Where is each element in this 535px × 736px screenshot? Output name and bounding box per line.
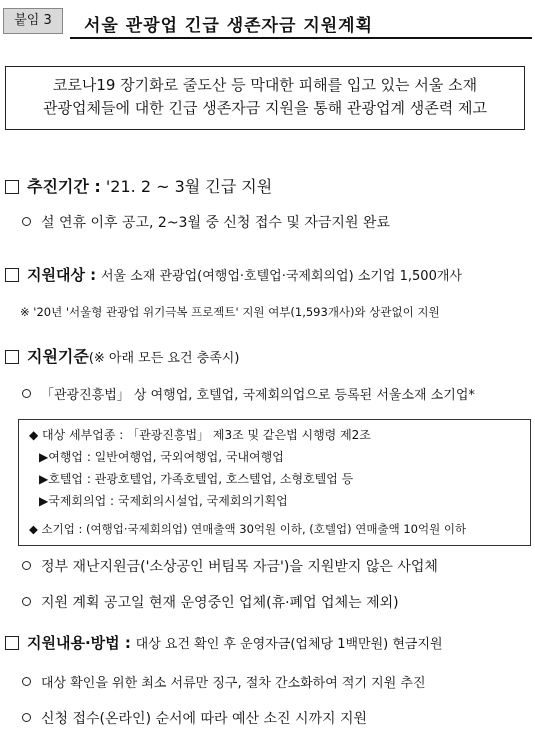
content-text: 대상 요건 확인 후 운영자금(업체당 1백만원) 현금지원 bbox=[135, 637, 443, 652]
content-item-2-text: 신청 접수(온라인) 순서에 따라 예산 소진 시까지 지원 bbox=[41, 711, 368, 727]
circle-bullet-icon bbox=[22, 561, 31, 570]
criteria-item-1 bbox=[22, 384, 475, 403]
circle-bullet-icon bbox=[22, 389, 31, 398]
criteria-item-2-text: 정부 재난지원금('소상공인 버팀목 자금')을 지원받지 않은 사업체 bbox=[41, 559, 438, 575]
attachment-tag: 붙임 3 bbox=[3, 8, 63, 34]
circle-bullet-icon bbox=[22, 217, 31, 226]
content-item-2 bbox=[22, 708, 367, 728]
section-criteria bbox=[5, 344, 239, 367]
title-underline bbox=[70, 37, 532, 39]
detail-box bbox=[18, 419, 531, 546]
summary-line-1: 코로나19 장기화로 줄도산 등 막대한 피해를 입고 있는 서울 소재 bbox=[52, 76, 478, 94]
period-text: '21. 2 ~ 3월 긴급 지원 bbox=[105, 177, 273, 196]
period-item-1 bbox=[22, 212, 390, 232]
criteria-paren: (※ 아래 모든 요건 충족시) bbox=[88, 351, 240, 366]
section-period bbox=[5, 174, 272, 197]
circle-bullet-icon bbox=[22, 597, 31, 606]
checkbox-square-icon bbox=[5, 636, 19, 650]
circle-bullet-icon bbox=[22, 713, 31, 722]
content-item-1 bbox=[22, 672, 426, 691]
checkbox-square-icon bbox=[5, 268, 19, 282]
summary-box bbox=[5, 66, 525, 130]
criteria-item-2 bbox=[22, 556, 438, 576]
summary-line-2: 관광업체들에 대한 긴급 생존자금 지원을 통해 관광업계 생존력 제고 bbox=[43, 99, 487, 117]
period-label: 추진기간 : bbox=[27, 177, 101, 196]
detail-line-4: ▶국제회의업 : 국제회의시설업, 국제회의기획업 bbox=[39, 494, 288, 508]
criteria-item-3-text: 지원 계획 공고일 현재 운영중인 업체(휴·폐업 업체는 제외) bbox=[41, 595, 399, 611]
content-label: 지원내용·방법 : bbox=[27, 634, 131, 652]
detail-line-5: ◆ 소기업 : (여행업·국제회의업) 연매출액 30억원 이하, (호텔업) 연매출액 10억원 이하 bbox=[29, 522, 467, 536]
criteria-item-3 bbox=[22, 592, 399, 612]
section-content bbox=[5, 632, 443, 653]
page-title: 서울 관광업 긴급 생존자금 지원계획 bbox=[84, 16, 374, 36]
criteria-item-1-text: 「관광진흥법」 상 여행업, 호텔업, 국제회의업으로 등록된 서울소재 소기업* bbox=[41, 388, 475, 403]
detail-line-1: ◆ 대상 세부업종 : 「관광진흥법」 제3조 및 같은법 시행령 제2조 bbox=[29, 428, 371, 442]
detail-line-2: ▶여행업 : 일반여행업, 국외여행업, 국내여행업 bbox=[39, 450, 284, 464]
checkbox-square-icon bbox=[5, 180, 19, 194]
criteria-label: 지원기준 bbox=[27, 347, 89, 366]
checkbox-square-icon bbox=[5, 350, 19, 364]
target-text: 서울 소재 관광업(여행업·호텔업·국제회의업) 소기업 1,500개사 bbox=[100, 269, 462, 284]
circle-bullet-icon bbox=[22, 677, 31, 686]
period-item-1-text: 설 연휴 이후 공고, 2~3월 중 신청 접수 및 자금지원 완료 bbox=[41, 215, 390, 231]
target-label: 지원대상 : bbox=[27, 266, 97, 284]
section-target bbox=[5, 264, 462, 285]
target-note: ※ '20년 '서울형 관광업 위기극복 프로젝트' 지원 여부(1,593개사)와 상관없이 지원 bbox=[20, 305, 440, 319]
content-item-1-text: 대상 확인을 위한 최소 서류만 징구, 절차 간소화하여 적기 지원 추진 bbox=[41, 676, 426, 691]
detail-line-3: ▶호텔업 : 관광호텔업, 가족호텔업, 호스텔업, 소형호텔업 등 bbox=[39, 472, 354, 486]
